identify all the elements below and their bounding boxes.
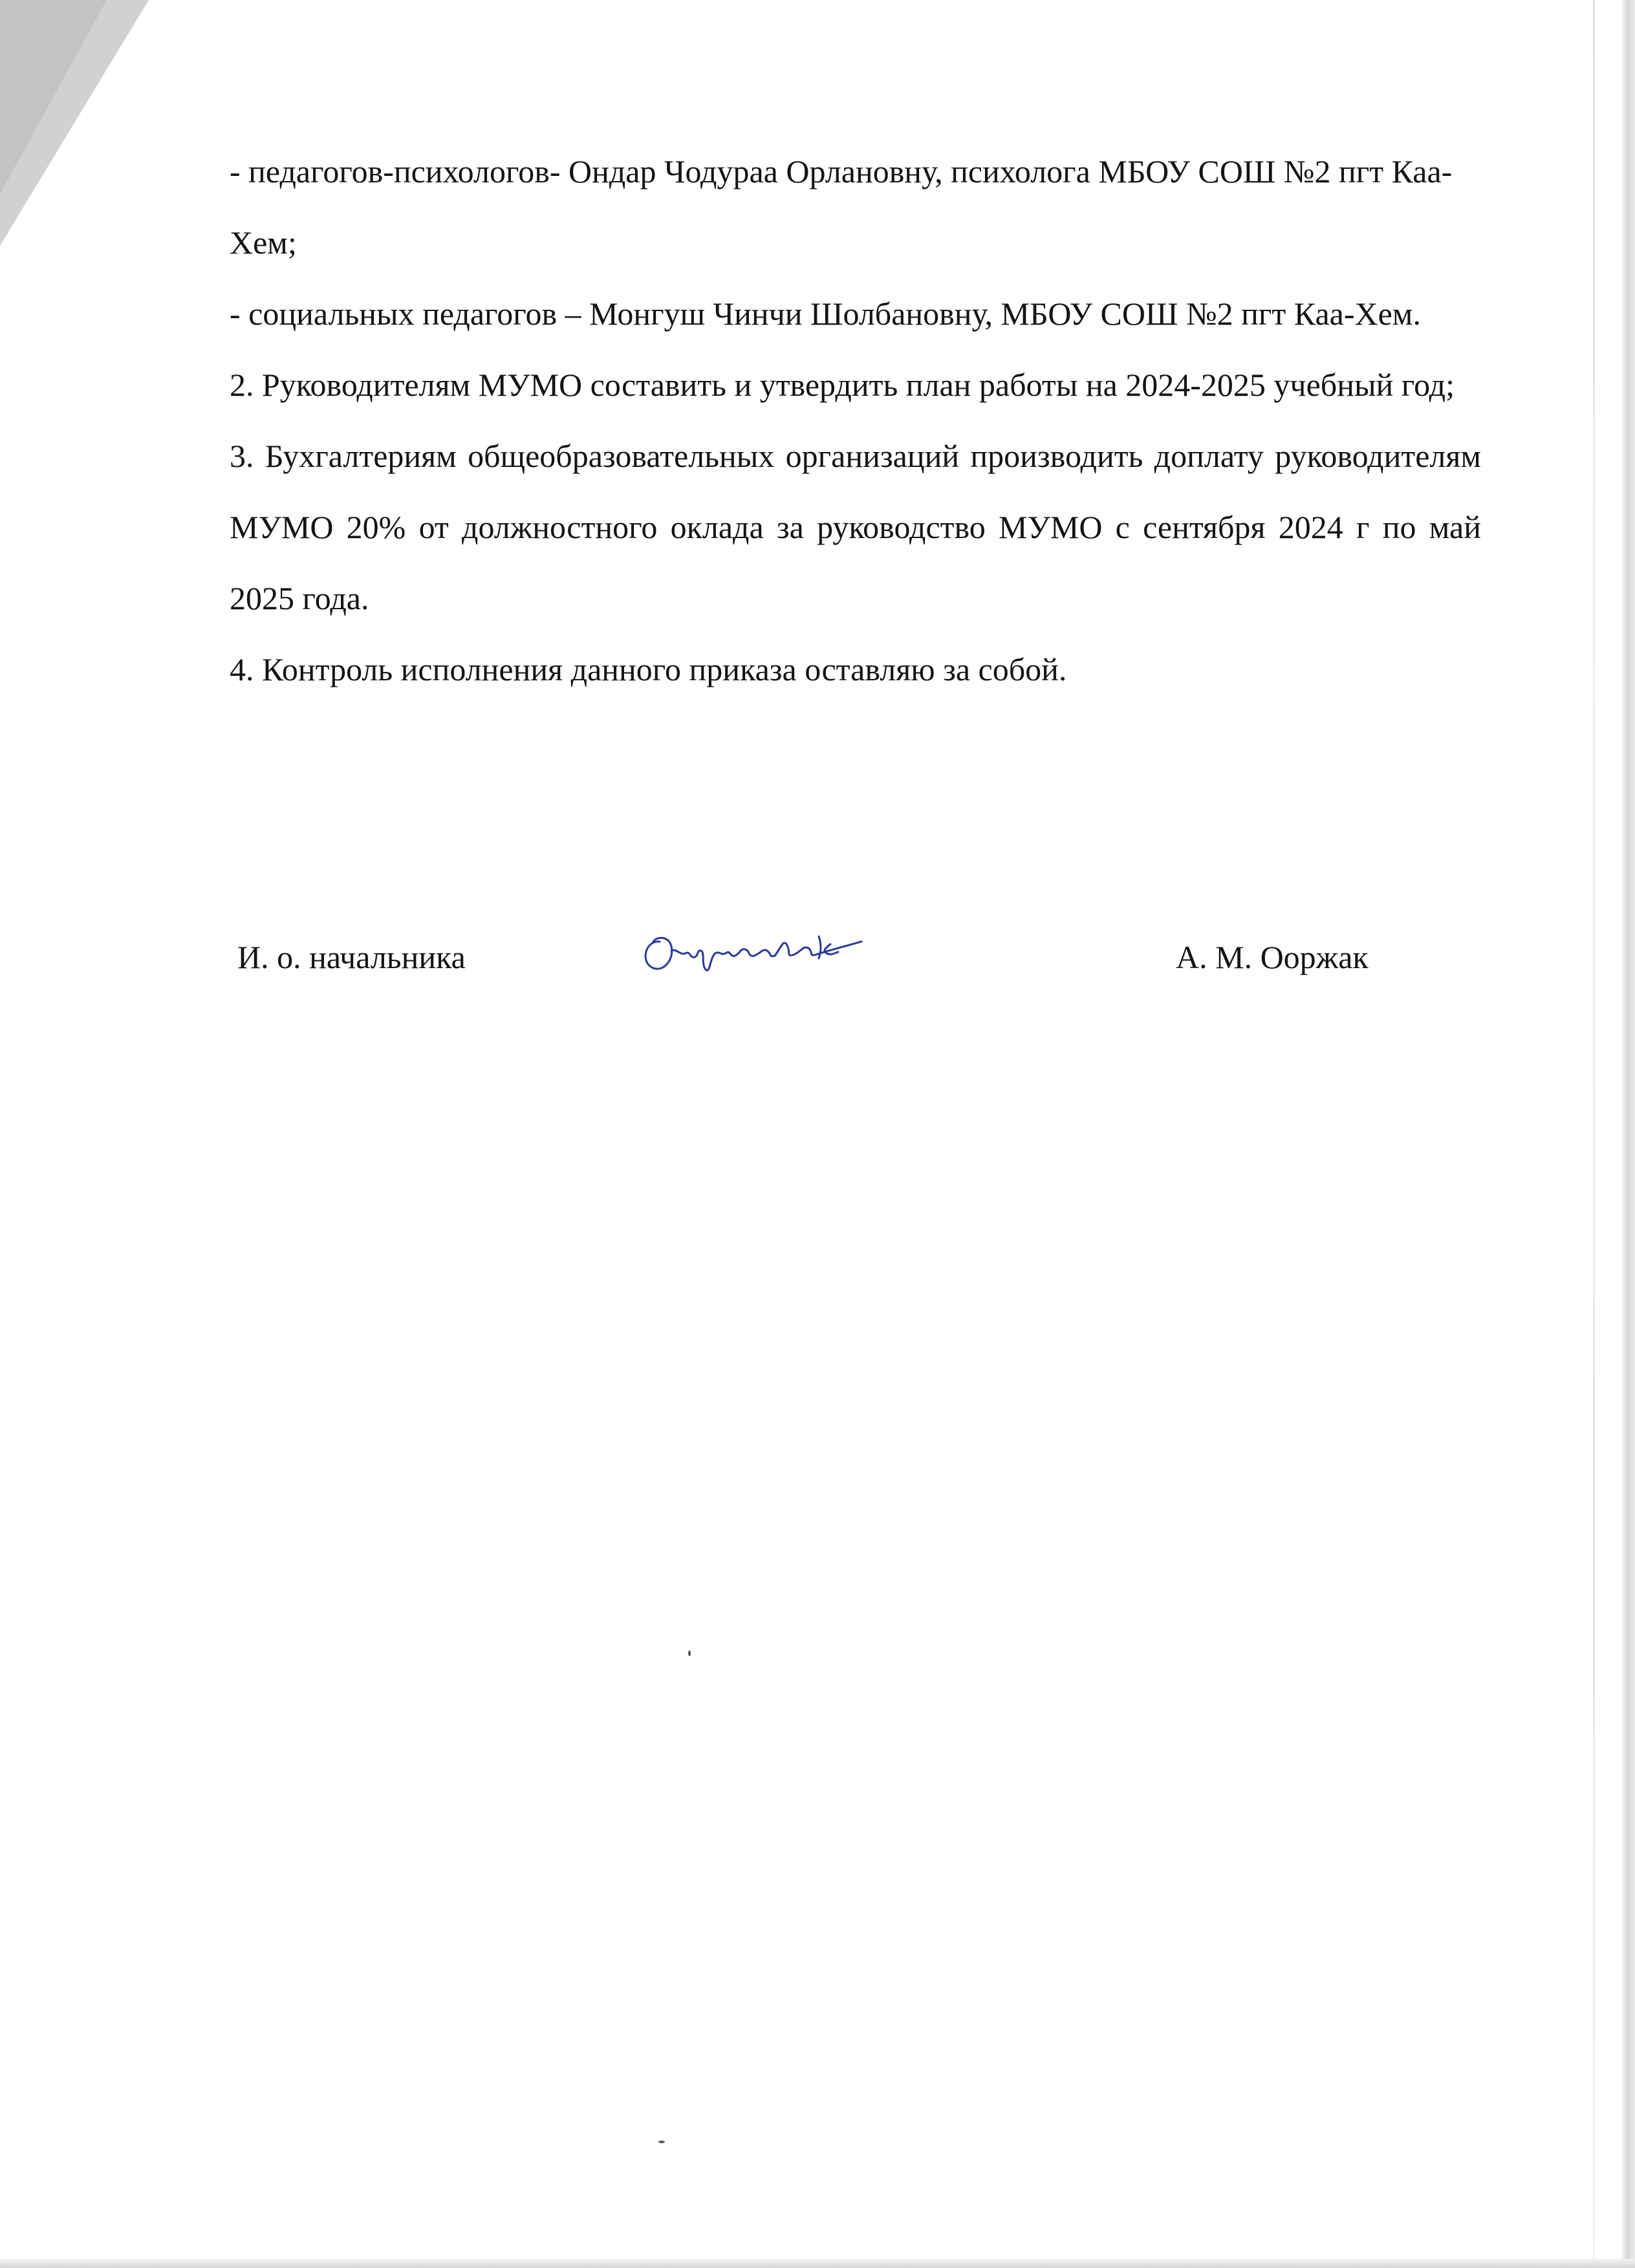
scan-bottom-edge: [0, 2259, 1635, 2268]
paragraph-item-3: 3. Бухгалтериям общеобразовательных организаций производить доплату руководителям МУМО 20% от должностного оклада за руководство МУМО с сентября 2024 г по май 2025 года.: [230, 438, 1481, 616]
folded-corner-shadow: [0, 0, 107, 194]
paragraph-social-pedagogues: - социальных педагогов – Монгуш Чинчи Шолбановну, МБОУ СОШ №2 пгт Каа-Хем.: [230, 296, 1421, 332]
document-body: [230, 136, 1481, 705]
scan-edge-line: [1593, 0, 1595, 2268]
scan-speck: [688, 1650, 691, 1656]
signatory-title: И. о. начальника: [237, 939, 466, 975]
scan-right-edge: [1622, 0, 1635, 2268]
handwritten-signature: [634, 911, 873, 982]
paragraph-item-2: 2. Руководителям МУМО составить и утвердить план работы на 2024-2025 учебный год;: [230, 367, 1455, 403]
signatory-name: А. М. Ооржак: [1176, 939, 1369, 975]
scan-speck: [658, 2141, 665, 2143]
paragraph-item-4: 4. Контроль исполнения данного приказа оставляю за собой.: [230, 651, 1067, 687]
paragraph-psychologists: - педагогов-психологов- Ондар Чодураа Орлановну, психолога МБОУ СОШ №2 пгт Каа-Хем;: [230, 153, 1453, 261]
